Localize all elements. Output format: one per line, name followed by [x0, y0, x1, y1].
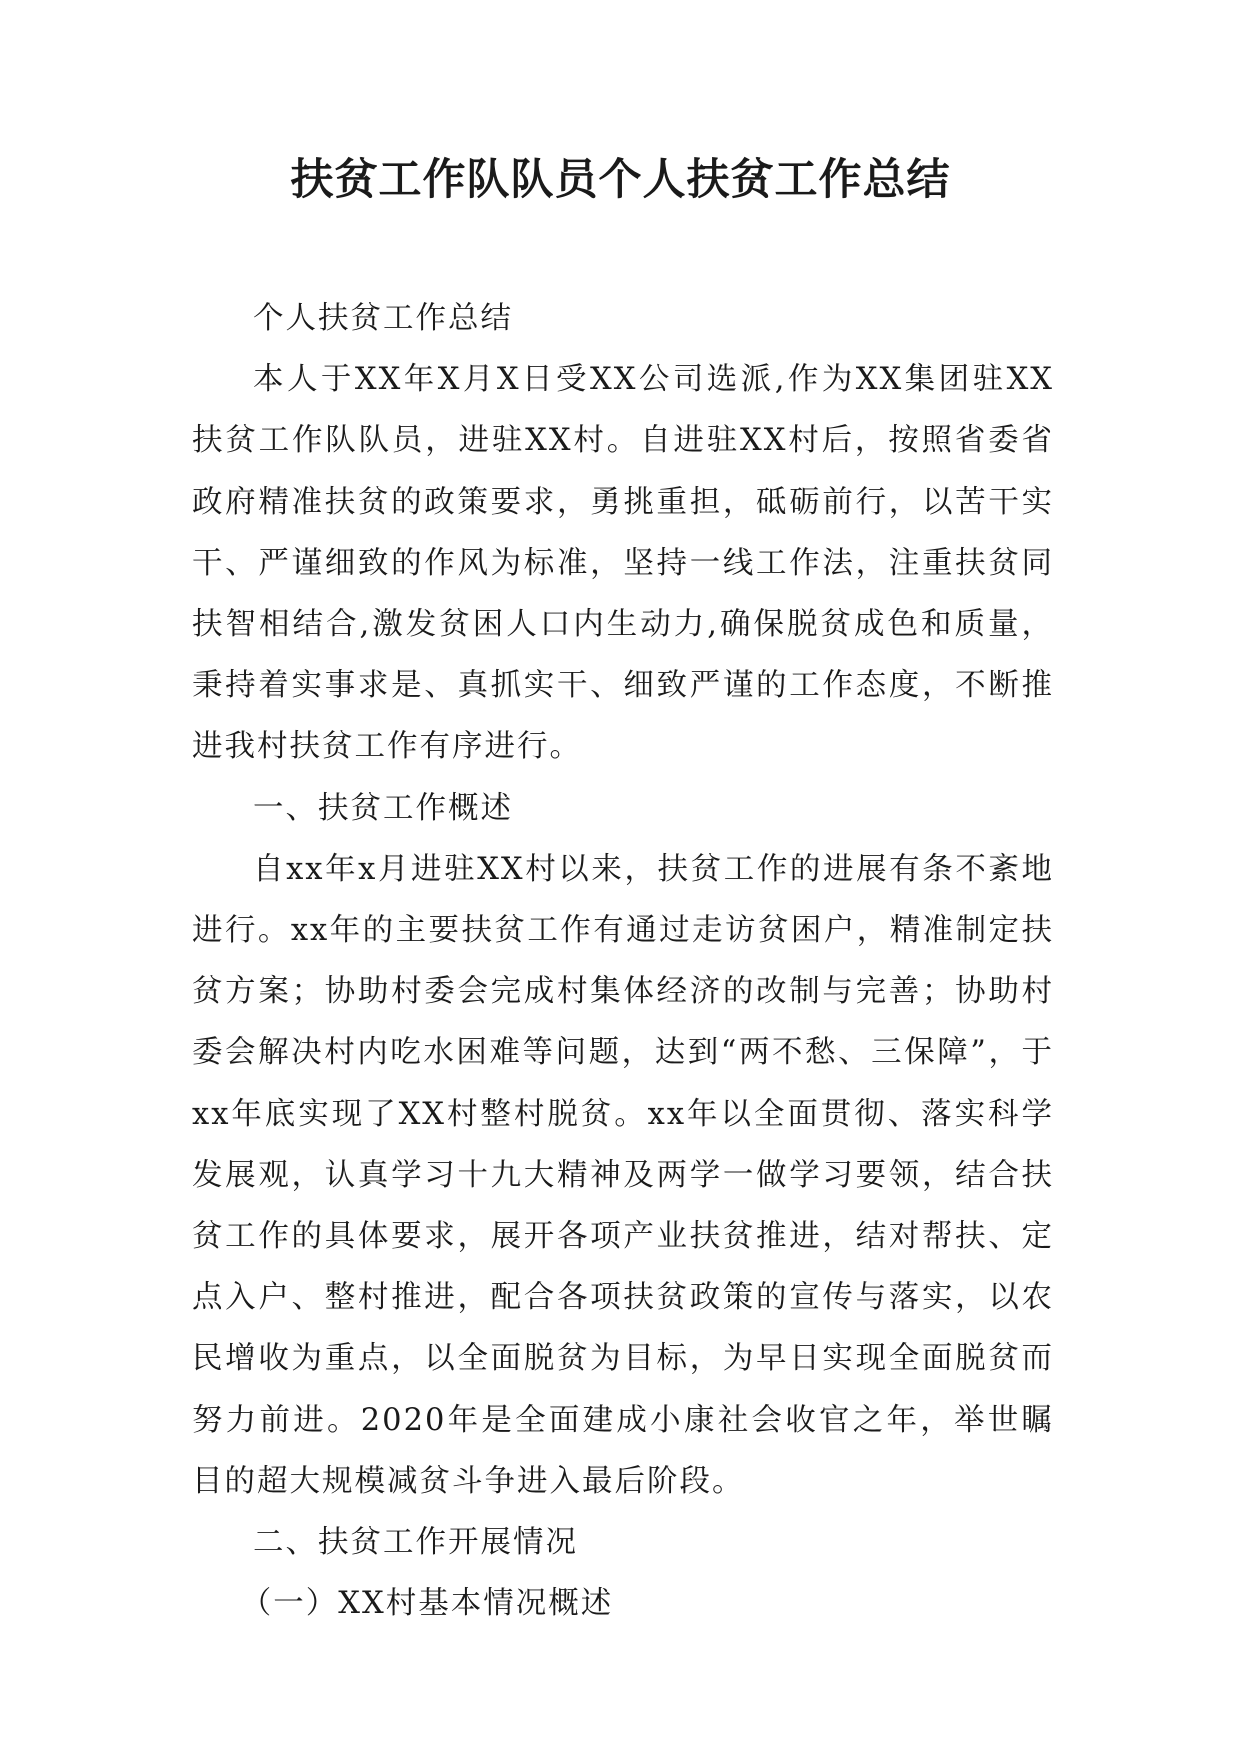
section-heading-overview: 一、扶贫工作概述 — [253, 790, 513, 826]
document-title: 扶贫工作队队员个人扶贫工作总结 — [290, 155, 951, 205]
paragraph-intro: 本人于XX年X月X日受XX公司选派,作为XX集团驻XX扶贫工作队队员，进驻XX村。自进驻XX村后，按照省委省政府精准扶贫的政策要求，勇挑重担，砥砺前行，以苦干实干、严谨细致的作风为标准，坚持一线工作法，注重扶贫同扶智相结合,激发贫困人口内生动力,确保脱贫成色和质量，秉持着实事求是、真抓实干、细致严谨的工作态度，不断推进我村扶贫工作有序进行。 — [192, 362, 1054, 765]
paragraph-subtitle: 个人扶贫工作总结 — [253, 301, 513, 336]
paragraph-overview: 自xx年x月进驻XX村以来，扶贫工作的进展有条不紊地进行。xx年的主要扶贫工作有通过走访贫困户，精准制定扶贫方案；协助村委会完成村集体经济的改制与完善；协助村委会解决村内吃水困难等问题，达到“两不愁、三保障”，于xx年底实现了XX村整村脱贫。xx年以全面贯彻、落实科学发展观，认真学习十九大精神及两学一做学习要领，结合扶贫工作的具体要求，展开各项产业扶贫推进，结对帮扶、定点入户、整村推进，配合各项扶贫政策的宣传与落实，以农民增收为重点，以全面脱贫为目标，为早日实现全面脱贫而努力前进。2020年是全面建成小康社会收官之年，举世瞩目的超大规模减贫斗争进入最后阶段。 — [192, 851, 1054, 1499]
document-body — [192, 288, 1054, 1634]
section-heading-progress: 二、扶贫工作开展情况 — [253, 1525, 578, 1561]
subsection-heading-village: （一）XX村基本情况概述 — [240, 1586, 614, 1622]
